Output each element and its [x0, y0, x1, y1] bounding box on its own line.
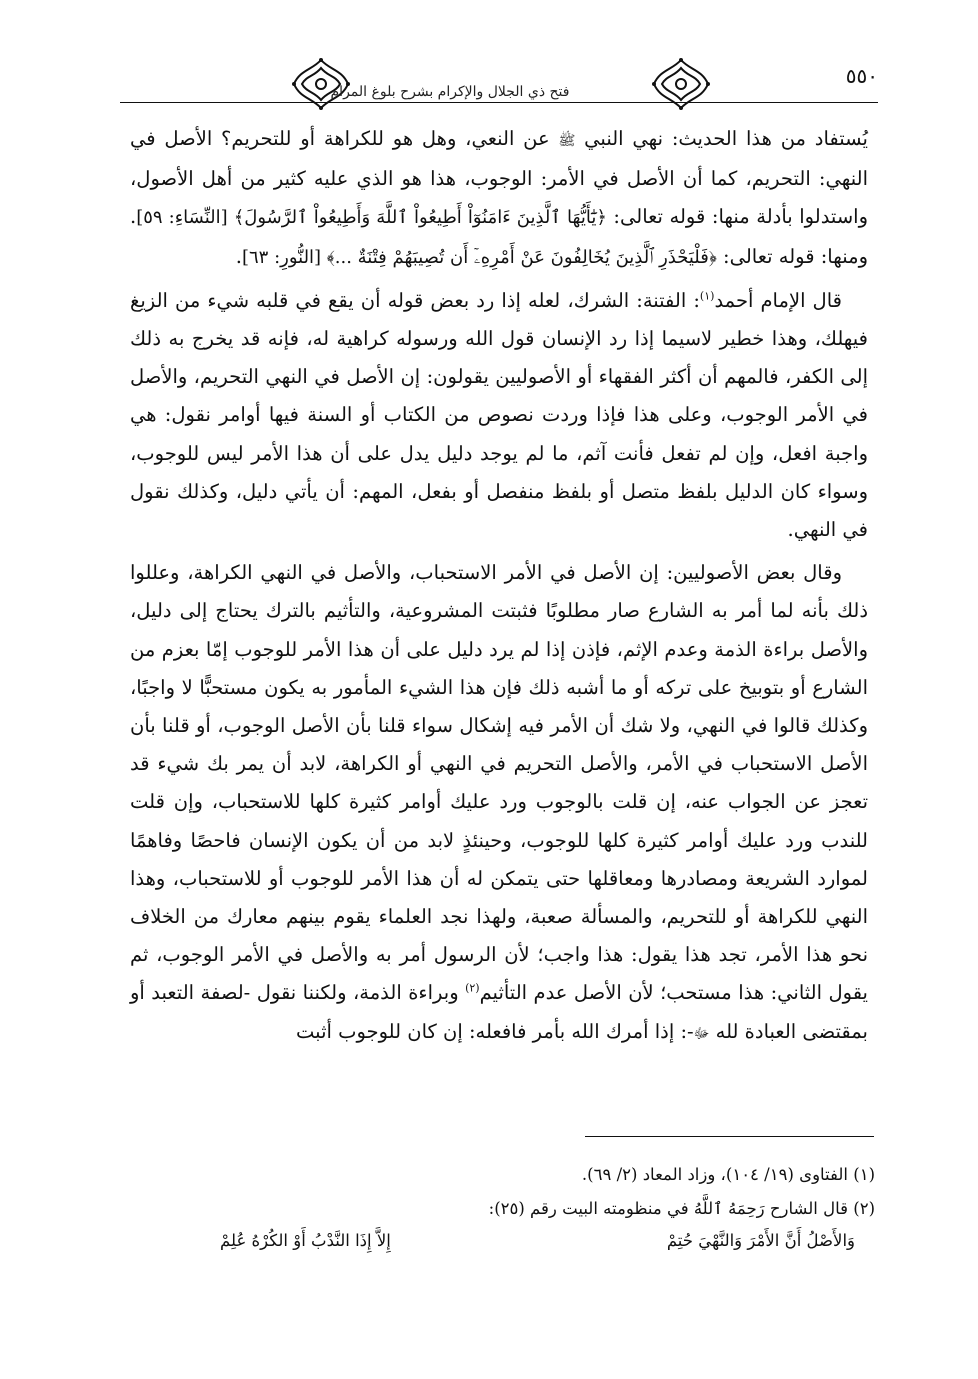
sallallahu-glyph: ﷺ — [558, 133, 576, 149]
verse-hemistich-1: وَالأَصْلُ أَنَّ الأَمْرَ وَالنَّهْيَ حُتِمْ — [666, 1231, 855, 1250]
paragraph-2: قال الإمام أحمد$^{(١)}$: الفتنة: الشرك، لعله إذا رد بعض قوله أن يقع في قلبه شيء من الزيغ فيهلك، وهذا خطير لاسيما إذا رد الإنسان قول الله ورسوله كراهية له، فإنه قد يخرج به ذلك إلى الكفر، فالمهم أن أكثر الفقهاء أو الأصوليين يقولون: إن الأصل في النهي التحريم، والأصل في الأمر الوجوب، وعلى هذا فإذا وردت نصوص من الكتاب أو السنة فيها أوامر نقول: هي واجبة افعل، وإن لم تفعل فأنت آثم، ما لم يوجد دليل يدل على أن هذا الأمر ليس للوجوب، وسواء كان الدليل بلفظ متصل أو بلفظ منفصل أو بفعل، المهم: أن يأتي دليل، وكذلك نقول في النهي. — [130, 288, 868, 542]
footnote-ref-1[interactable]: (١) — [699, 289, 715, 303]
main-text — [130, 120, 868, 1053]
ornament-right-icon — [650, 56, 712, 112]
footnote-1: (١) الفتاوى (١٩/ ١٠٤)، وزاد المعاد (٢/ ٦٩). — [581, 1165, 875, 1184]
footnotes — [130, 1158, 875, 1260]
footnote-rule — [585, 1136, 874, 1137]
paragraph-3: وقال بعض الأصوليين: إن الأصل في الأمر الاستحباب، والأصل في النهي الكراهة، وعللوا ذلك بأنه لما أمر به الشارع صار مطلوبًا فثبتت المشروعية، والتأثيم بالترك يحتاج إلى دليل، والأصل براءة الذمة وعدم الإثم، فإذن إذا لم يرد دليل على أن هذا الأمر للوجوب إمّا بعزم من الشارع أو بتوبيخ على تركه أو ما أشبه ذلك فإن هذا الشيء المأمور به يكون مستحبًّا لا واجبًا، وكذلك قالوا في النهي، ولا شك أن الأمر فيه إشكال سواء قلنا بأن الأصل الوجوب، أو قلنا بأن الأصل الاستحباب في الأمر، والأصل التحريم في النهي أو الكراهة، لابد أن يمر بك شيء قد تعجز عن الجواب عنه، إن قلت بالوجوب ورد عليك أوامر كثيرة كلها للاستحباب، وإن قلت للندب ورد عليك أوامر كثيرة كلها للوجوب، وحينئذٍ لابد من أن يكون الإنسان فاحصًا وفاهمًا لموارد الشريعة ومصادرها ومعاقلها حتى يتمكن له أن هذا الأمر للوجوب أو للاستحباب، وهذا النهي للكراهة أو للتحريم، والمسألة صعبة، ولهذا نجد العلماء يقوم بينهم معارك من الخلاف نحو هذا الأمر، تجد هذا يقول: هذا واجب؛ لأن الرسول أمر به والأصل في الأمر الوجوب، ثم يقول الثاني: هذا مستحب؛ لأن الأصل عدم التأثيم$^{(٢)}$ وبراءة الذمة، ولكننا نقول -لصفة التعبد أو بمقتضى العبادة لله ﷻ-: إذا أمرك الله بأمر فافعله: إن كان للوجوب أثبت — [130, 561, 868, 1043]
quran-verse-1: ﴿يَٰٓأَيُّهَا ٱلَّذِينَ ءَامَنُوٓاْ أَطِيعُواْ ٱللَّهَ وَأَطِيعُواْ ٱلرَّسُولَ﴾ [النِّسَاءِ: ٥٩] — [136, 207, 607, 229]
book-title: فتح ذي الجلال والإكرام بشرح بلوغ المرام — [330, 84, 570, 100]
header-rule — [120, 102, 878, 103]
verse-hemistich-2: إِلاَّ إِذَا النَّدْبُ أَوْ الكُرْهُ عُلِمْ — [220, 1231, 391, 1250]
poem-verse — [130, 1224, 875, 1260]
footnote-ref-2[interactable]: (٢) — [465, 981, 480, 995]
page-header — [120, 52, 878, 118]
paragraph-1: يُستفاد من هذا الحديث: نهي النبي ﷺ عن النعي، وهل هو للكراهة أو للتحريم؟ الأصل في النهي: التحريم، كما أن الأصل في الأمر: الوجوب، هذا هو الذي عليه كثير من أهل الأصول، واستدلوا بأدلة منها: قوله تعالى: ﴿يَٰٓأَيُّهَا ٱلَّذِينَ ءَامَنُوٓاْ أَطِيعُواْ ٱللَّهَ وَأَطِيعُواْ ٱلرَّسُولَ﴾ [النِّسَاءِ: ٥٩]. ومنها: قوله تعالى: ﴿فَلْيَحْذَرِ ٱلَّذِينَ يُخَالِفُونَ عَنْ أَمْرِهِۦٓ أَن تُصِيبَهُمْ فِتْنَةٌ ...﴾ [النُّورِ: ٦٣]. — [130, 127, 868, 268]
footnote-2: (٢) قال الشارح رَحِمَهُ ٱللَّهُ في منظومته البيت رقم (٢٥): — [488, 1199, 875, 1218]
quran-verse-2: ﴿فَلْيَحْذَرِ ٱلَّذِينَ يُخَالِفُونَ عَنْ أَمْرِهِۦٓ أَن تُصِيبَهُمْ فِتْنَةٌ ...﴾ [النُّورِ: ٦٣] — [241, 246, 717, 268]
jalla-jalaluhu-glyph: ﷻ — [693, 1025, 710, 1042]
page-number: ٥٥٠ — [845, 64, 878, 88]
